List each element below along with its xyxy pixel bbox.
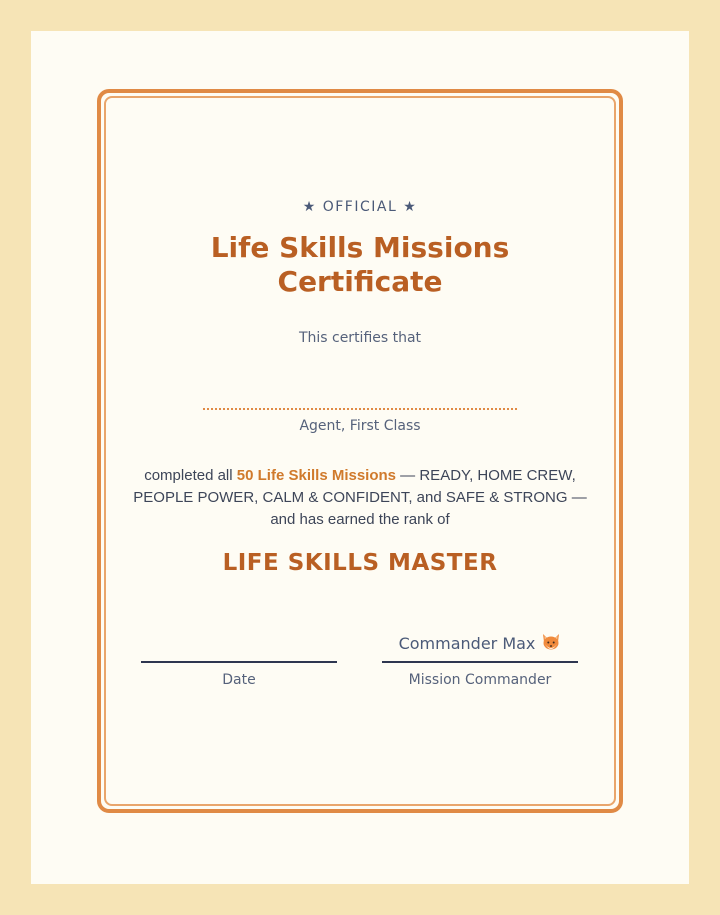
certifies-text: This certifies that <box>298 330 422 346</box>
earned-rank-title: LIFE SKILLS MASTER <box>222 550 498 576</box>
recipient-name-line <box>203 408 517 410</box>
signature-text: Commander Max <box>398 634 536 653</box>
commander-label: Mission Commander <box>408 672 552 688</box>
date-line <box>141 661 337 663</box>
date-label: Date <box>222 672 256 688</box>
recipient-rank-label: Agent, First Class <box>299 418 421 434</box>
body-text-suffix: — READY, HOME CREW, PEOPLE POWER, CALM & CONFIDENT, and SAFE & STRONG — and has earned the rank of <box>133 467 587 528</box>
official-badge: ★ OFFICIAL ★ <box>302 199 418 215</box>
certificate-body-text <box>130 465 590 531</box>
commander-signature <box>382 632 578 653</box>
missions-count-highlight: 50 Life Skills Missions <box>236 467 397 484</box>
body-text-prefix: completed all <box>144 467 237 484</box>
certificate-title-line-1: Life Skills Missions <box>210 231 510 264</box>
certificate-title <box>100 231 620 299</box>
signature-line <box>382 661 578 663</box>
fox-icon <box>541 632 561 652</box>
certificate-title-line-2: Certificate <box>277 265 443 298</box>
